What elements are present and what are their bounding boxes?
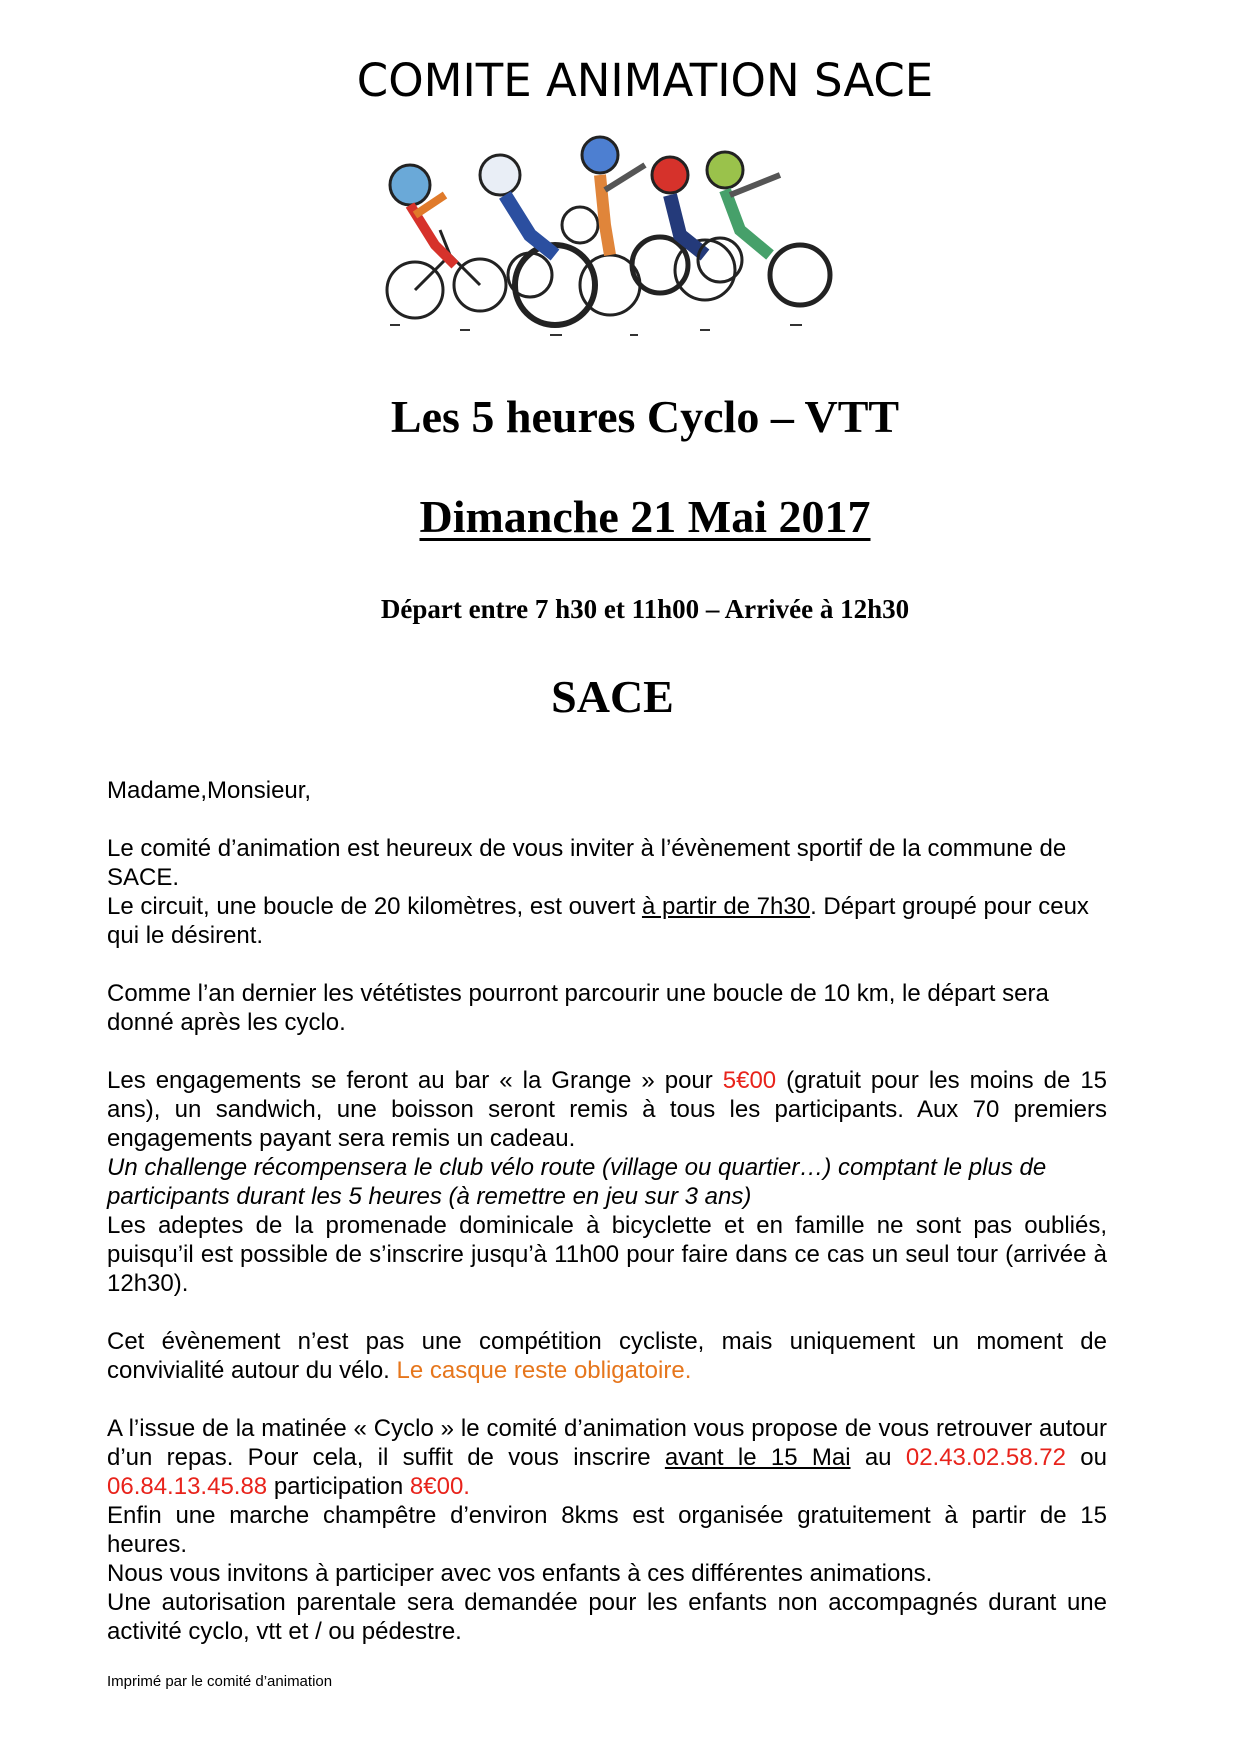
event-times: Départ entre 7 h30 et 11h00 – Arrivée à 12h30 (380, 594, 910, 624)
paragraph-authorization: Une autorisation parentale sera demandée pour les enfants non accompagnés durant une activité cyclo, vtt et / ou pédestre. (107, 1589, 1107, 1645)
meal-text-d: participation (267, 1473, 410, 1500)
engagements-text-a: Les engagements se feront au bar « la Grange » pour (107, 1067, 723, 1094)
event-title: Les 5 heures Cyclo – VTT (390, 391, 900, 442)
paragraph-conviviality (107, 1327, 1107, 1385)
conviviality-text: Cet évènement n’est pas une compétition cycliste, mais uniquement un moment de convivialité autour du vélo. (107, 1328, 1107, 1384)
meal-deadline: avant le 15 Mai (664, 1444, 851, 1471)
meal-text-c: ou (1066, 1444, 1107, 1471)
circuit-start-time: à partir de 7h30 (641, 893, 811, 920)
event-place: SACE (551, 671, 674, 722)
event-date-text: Dimanche 21 Mai 2017 (419, 491, 871, 542)
paragraph-engagements (107, 1066, 1107, 1153)
engagements-text-b: (gratuit pour les moins de 15 ans), un sandwich, une boisson seront remis à tous les participants. Aux 70 premiers engagements payant sera remis un cadeau. (107, 1067, 1108, 1152)
helmet-warning: Le casque reste obligatoire. (396, 1357, 692, 1384)
paragraph-vtt: Comme l’an dernier les vététistes pourront parcourir une boucle de 10 km, le départ sera donné après les cyclo. (107, 980, 1049, 1036)
meal-price: 8€00. (409, 1473, 470, 1500)
organization-title: COMITE ANIMATION SACE (356, 54, 934, 107)
circuit-text-a: Le circuit, une boucle de 20 kilomètres, est ouvert (107, 893, 642, 920)
paragraph-meal (107, 1414, 1107, 1501)
paragraph-circuit (107, 892, 1107, 950)
salutation: Madame,Monsieur, (107, 777, 312, 804)
phone-number-1: 02.43.02.58.72 (905, 1444, 1066, 1471)
paragraph-family: Les adeptes de la promenade dominicale à bicyclette et en famille ne sont pas oubliés, puisqu’il est possible de s’inscrire jusqu’à 11h00 pour faire dans ce cas un seul tour (arrivée à 12h30). (107, 1212, 1107, 1297)
engagement-price: 5€00 (722, 1067, 777, 1094)
meal-text-a: A l’issue de la matinée « Cyclo » le comité d’animation vous propose de vous retrouver autour d’un repas. Pour cela, il suffit de vous inscrire (107, 1415, 1107, 1471)
letter-body (107, 776, 1107, 1646)
paragraph-children: Nous vous invitons à participer avec vos enfants à ces différentes animations. (107, 1560, 933, 1587)
paragraph-walk: Enfin une marche champêtre d’environ 8kms est organisée gratuitement à partir de 15 heures. (107, 1502, 1107, 1558)
cyclists-illustration (370, 135, 840, 345)
footer-printed-by: Imprimé par le comité d’animation (107, 1673, 333, 1690)
phone-number-2: 06.84.13.45.88 (107, 1473, 268, 1500)
event-date (0, 490, 1240, 543)
paragraph-invitation: Le comité d’animation est heureux de vous inviter à l’évènement sportif de la commune de SACE. (107, 835, 1067, 891)
paragraph-challenge: Un challenge récompensera le club vélo route (village ou quartier…) comptant le plus de participants durant les 5 heures (à remettre en jeu sur 3 ans) (107, 1154, 1047, 1210)
circuit-text-b: . Départ groupé pour ceux qui le désirent. (107, 893, 1089, 949)
meal-text-b: au (850, 1444, 906, 1471)
